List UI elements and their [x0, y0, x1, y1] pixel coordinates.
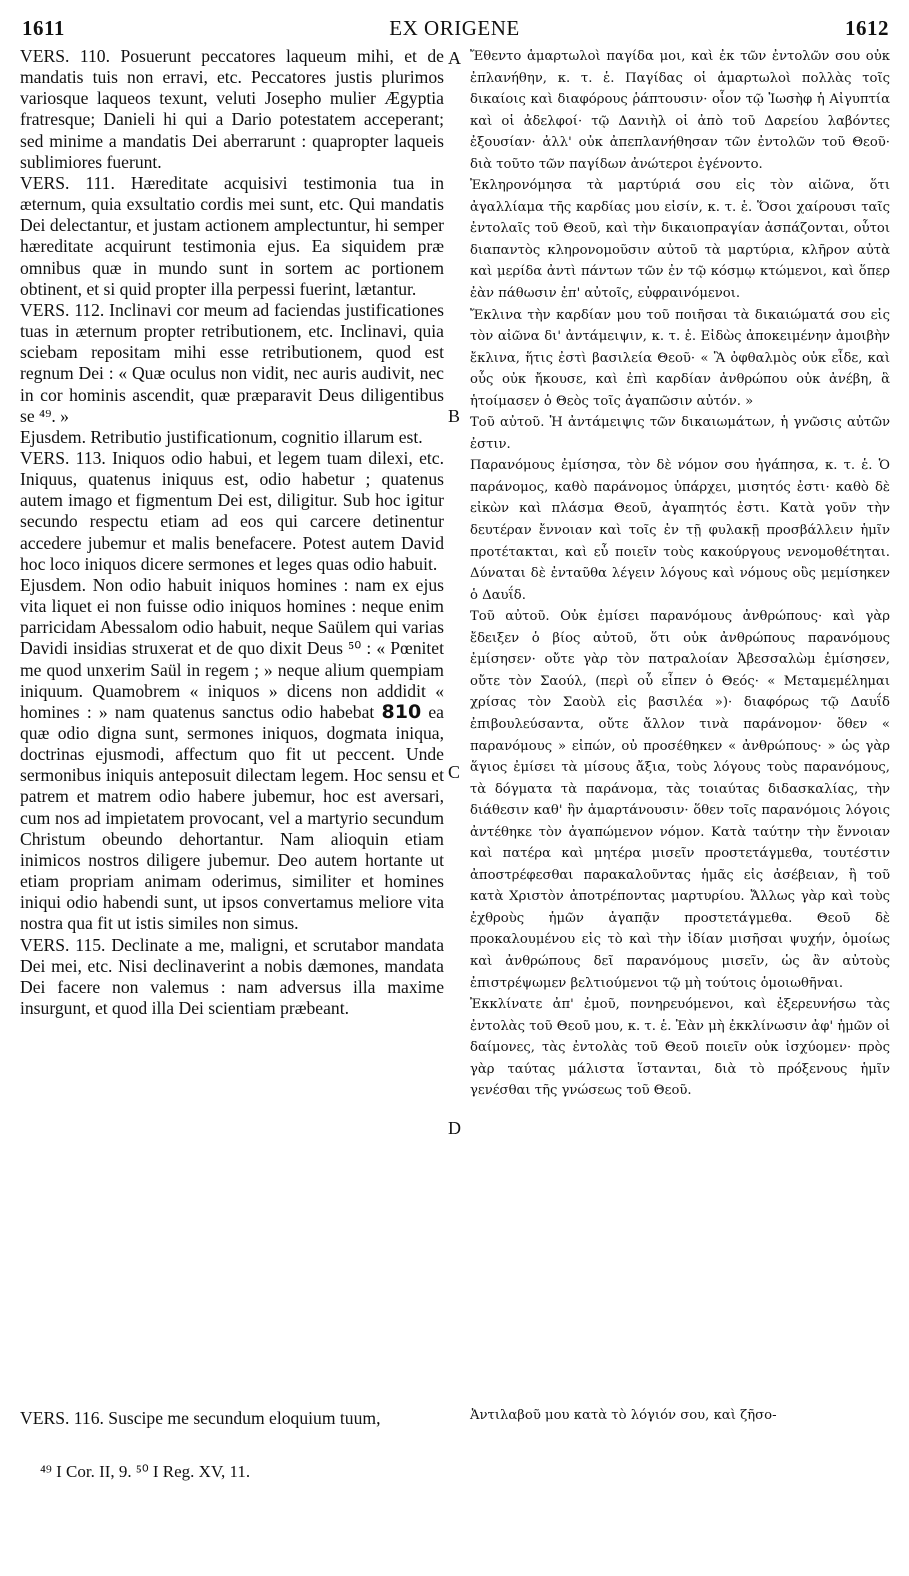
- greek-para: Παρανόμους ἐμίσησα, τὸν δὲ νόμον σου ἠγάπησα, κ. τ. ἑ. Ὁ παράνομος, καθὸ παράνομος ὑπάρχει, μισητός ἐστι· καθὸ δὲ εἰκὼν καὶ πλάσμα Θεοῦ, ἀγαπητός ἐστι. Κατὰ γοῦν τὴν δευτέραν ἔννοιαν καὶ τοῖς ἐν τῇ φυλακῇ προσβάλλειν ἡμῖν προτέτακται, καὶ εὖ ποιεῖν τοὺς κακούργους νενομοθέτηται. Δύναται δὲ ἐνταῦθα λέγειν λόγους καὶ νόμους οὓς μεμίσηκεν ὁ Δαυΐδ.: [470, 458, 890, 603]
- latin-column: [20, 46, 444, 1019]
- section-marker-a: A: [448, 48, 461, 68]
- column-number-810: 810: [381, 700, 422, 723]
- page-number-right: 1612: [845, 16, 889, 40]
- latin-para: [20, 575, 444, 935]
- section-marker-b: B: [448, 406, 461, 426]
- page-header: [0, 16, 909, 42]
- greek-para: Τοῦ αὐτοῦ. Οὐκ ἐμίσει παρανόμους ἀνθρώπους· καὶ γὰρ ἔδειξεν ὁ βίος αὐτοῦ, ὅτι οὐκ ἀνθρώπους παρανόμους ἐμίσησεν· οὔτε γὰρ τὸν πατραλοίαν Ἀβεσσαλὼμ ἐμίσησεν, οὔτε τὸν Σαούλ, (περὶ οὗ εἶπεν ὁ Θεός· « Μεταμεμέλημαι χρίσας τὸν Σαοὺλ εἰς βασιλέα »)· διαφόρως τῷ Δαυΐδ ἐπιβουλεύσαντα, οὔτε ἄλλον τινὰ παράνομον· ὅθεν « παρανόμους » εἰπών, οὐ προσέθηκεν « ἀνθρώπους· » ὡς γὰρ ἅγιος ἐμίσει τὰ μίσους ἄξια, τοὺς λόγους τοὺς παρανόμους, τὰ δόγματα τὰ παράνομα, τὰς τοιαύτας διδασκαλίας, τὴν διάθεσιν καθ' ἣν ἁμαρτάνουσιν· ὅθεν τοῖς παρανόμοις λόγοις ἀντέθηκε τὸν ἀγαπώμενον νόμον. Κατὰ ταύτην τὴν ἔννοιαν καὶ πατέρα καὶ μητέρα μισεῖν προστετάγμεθα, τουτέστιν ἀποστρέφεσθαι παρακαλοῦντας ἡμᾶς εἰς ἀσέβειαν, ἢ τοῦ κατὰ Χριστὸν ἀποτρέποντας μαρτυρίου. Ἄλλως γὰρ καὶ τοὺς ἐχθροὺς ἡμῶν ἀγαπᾷν προστετάγμεθα. Θεοῦ δὲ προκαλουμένου εἰς τὸ καὶ τὴν ἰδίαν μισῆσαι ψυχήν, ὁμοίως καὶ ἀνθρώπους δεῖ παρανόμους μισεῖν, ὡς ἂν αὐτοὺς ἐπιστρέψωμεν βελτιούμενοι τῷ μὴ τούτοις ὁμοιωθῆναι.: [470, 609, 890, 991]
- greek-para: Τοῦ αὐτοῦ. Ἡ ἀντάμειψις τῶν δικαιωμάτων, ἡ γνῶσις αὐτῶν ἐστιν.: [470, 415, 890, 452]
- footnotes: ⁴⁹ I Cor. II, 9. ⁵⁰ I Reg. XV, 11.: [40, 1462, 251, 1481]
- latin-text: Ejusdem. Non odio habuit iniquos homines : nam ex ejus vita liquet ei non fuisse odio iniquos homines : neque enim parricidam Abessalom odio habuit, neque Saülem qui varias Davidi insidias struxerat et de quo dixit Deus ⁵⁰ : « Pœnitet me quod unxerim Saül in regem ; » neque alium quempiam iniquum. Quamobrem « iniquos » dicens non addidit « homines : » nam quatenus sanctus odio habebat: [20, 574, 444, 722]
- latin-para: Ejusdem. Retributio justificationum, cognitio illarum est.: [20, 426, 423, 447]
- greek-para: Ἔθεντο ἁμαρτωλοὶ παγίδα μοι, καὶ ἐκ τῶν ἐντολῶν σου οὐκ ἐπλανήθην, κ. τ. ἑ. Παγίδας οἱ ἁμαρτωλοὶ πολλὰς τοῖς δικαίοις καὶ διαφόρους ῥάπτουσιν· οἷον τῷ Ἰωσὴφ ἡ Αἰγυπτία καὶ οἱ ἀδελφοί· τῷ Δανιὴλ οἱ ἀπὸ τοῦ Δαρείου λαβόντες ἐξουσίαν· ἀλλ' οὐκ ἀπεπλανήθησαν τῶν ἐντολῶν τοῦ Θεοῦ· διὰ τοῦτο τῶν παγίδων ἀνώτεροι ἐγένοντο.: [470, 49, 890, 172]
- greek-para: Ἐκληρονόμησα τὰ μαρτύριά σου εἰς τὸν αἰῶνα, ὅτι ἀγαλλίαμα τῆς καρδίας μου εἰσίν, κ. τ. ἑ. Ὅσοι χαίρουσι ταῖς ἐντολαῖς τοῦ Θεοῦ, καὶ τὴν δικαιοπραγίαν ἀσπάζονται, οὗτοι διαπαντὸς κληρονομοῦσιν αὐτοῦ τὰ μαρτύρια, κλῆρον αὐτὰ καὶ μερίδα ἀντὶ πάντων τῶν ἐν τῷ κόσμῳ κτώμενοι, καὶ ὅπερ ἐὰν πάθωσιν ἐπ' αὐτοῖς, εὐφραινόμενοι.: [470, 178, 890, 302]
- latin-para: VERS. 112. Inclinavi cor meum ad faciendas justificationes tuas in æternum propter retributionem, etc. Inclinavi, quia sciebam repositam mihi esse retributionem, quod est regnum Dei : « Quæ oculus non vidit, nec auris audivit, nec in cor hominis ascendit, quæ præparavit Deus diligentibus se ⁴⁹. »: [20, 299, 444, 426]
- latin-para: VERS. 115. Declinate a me, maligni, et scrutabor mandata Dei mei, etc. Nisi declinaverint a nobis dæmones, mandata Dei facere non valemus : nam adversus illa maxime insurgunt, et quod illa Dei scientiam præbeant.: [20, 934, 444, 1019]
- running-title: EX ORIGENE: [389, 16, 520, 40]
- greek-column: [470, 46, 890, 1102]
- section-marker-d: D: [448, 1118, 461, 1138]
- latin-para: VERS. 110. Posuerunt peccatores laqueum mihi, et de mandatis tuis non erravi, etc. Peccatores justis plurimos variosque laqueos texunt, veluti Josepho mulier Ægyptia fratresque; Danieli hi qui a Dario potestatem acceperant; sed minime a mandatis Dei aberrarunt : quapropter laqueis sublimiores fuerunt.: [20, 46, 444, 172]
- section-marker-c: C: [448, 762, 461, 782]
- greek-last-line: Ἀντιλαβοῦ μου κατὰ τὸ λόγιόν σου, καὶ ζῆσο-: [470, 1408, 777, 1423]
- greek-para: Ἔκλινα τὴν καρδίαν μου τοῦ ποιῆσαι τὰ δικαιώματά σου εἰς τὸν αἰῶνα δι' ἀντάμειψιν, κ. τ. ἑ. Εἰδὼς ἀποκειμένην ἀμοιβὴν ἔκλινα, ἥτις ἐστὶ βασιλεία Θεοῦ· « Ἃ ὀφθαλμὸς οὐκ εἶδε, καὶ οὖς οὐκ ἤκουσε, καὶ ἐπὶ καρδίαν ἀνθρώπου οὐκ ἀνέβη, ἃ ἡτοίμασεν ὁ Θεὸς τοῖς ἀγαπῶσιν αὐτόν. »: [470, 307, 890, 409]
- latin-para: VERS. 113. Iniquos odio habui, et legem tuam dilexi, etc. Iniquus, quatenus iniquus est, odio habetur ; quatenus autem imago et figmentum Dei est, diligitur. Sub hoc igitur secundo respectu etiam ad eos qui carcere detinentur accedere jubemur et malis benefacere. Potest autem David hoc loco iniquos dicere sermones et leges quas odio habuit.: [20, 447, 444, 574]
- greek-para: Ἐκκλίνατε ἀπ' ἐμοῦ, πονηρευόμενοι, καὶ ἐξερευνήσω τὰς ἐντολὰς τοῦ Θεοῦ μου, κ. τ. ἑ. Ἐὰν μὴ ἐκκλίνωσιν ἀφ' ἡμῶν οἱ δαίμονες, τὰς ἐντολὰς τοῦ Θεοῦ ποιεῖν οὐκ ἰσχύομεν· πρὸς γὰρ ταύτας μάλιστα ἵστανται, διὰ τὸ πρόξενους ἡμῖν γενέσθαι τῆς γνώσεως τοῦ Θεοῦ.: [470, 997, 890, 1099]
- page-number-left: 1611: [22, 16, 65, 40]
- latin-text: ea quæ odio digna sunt, sermones iniquos, dogmata iniqua, doctrinas ejusmodi, affectum quo fit ut peccent. Unde sermonibus iniquis anteposuit dilectam legem. Hoc sensu et patrem et matrem odio habere jubemur, hoc est aversari, cum nos ad impietatem provocant, vel a martyrio secundum Christum obeundo dehortantur. Nam alioquin etiam inimicos nostros diligere jubemur. Deo autem hortante ut etiam propriam animam oderimus, similiter et homines iniqui odio habendi sunt, ut ipsos convertamus meliore vita nostra qua fit ut istis similes non simus.: [20, 701, 444, 934]
- latin-para: VERS. 111. Hæreditate acquisivi testimonia tua in æternum, quia exsultatio cordis mei sunt, etc. Qui mandatis Dei delectantur, et justam actionem amplectuntur, hi semper hæreditate acquirunt testimonia ejus. Ea siquidem præ omnibus quæ in mundo sunt in sortem ac portionem obtinent, et si quid propter illa perpessi fuerint, lætantur.: [20, 172, 444, 299]
- latin-last-line: VERS. 116. Suscipe me secundum eloquium tuum,: [20, 1408, 381, 1428]
